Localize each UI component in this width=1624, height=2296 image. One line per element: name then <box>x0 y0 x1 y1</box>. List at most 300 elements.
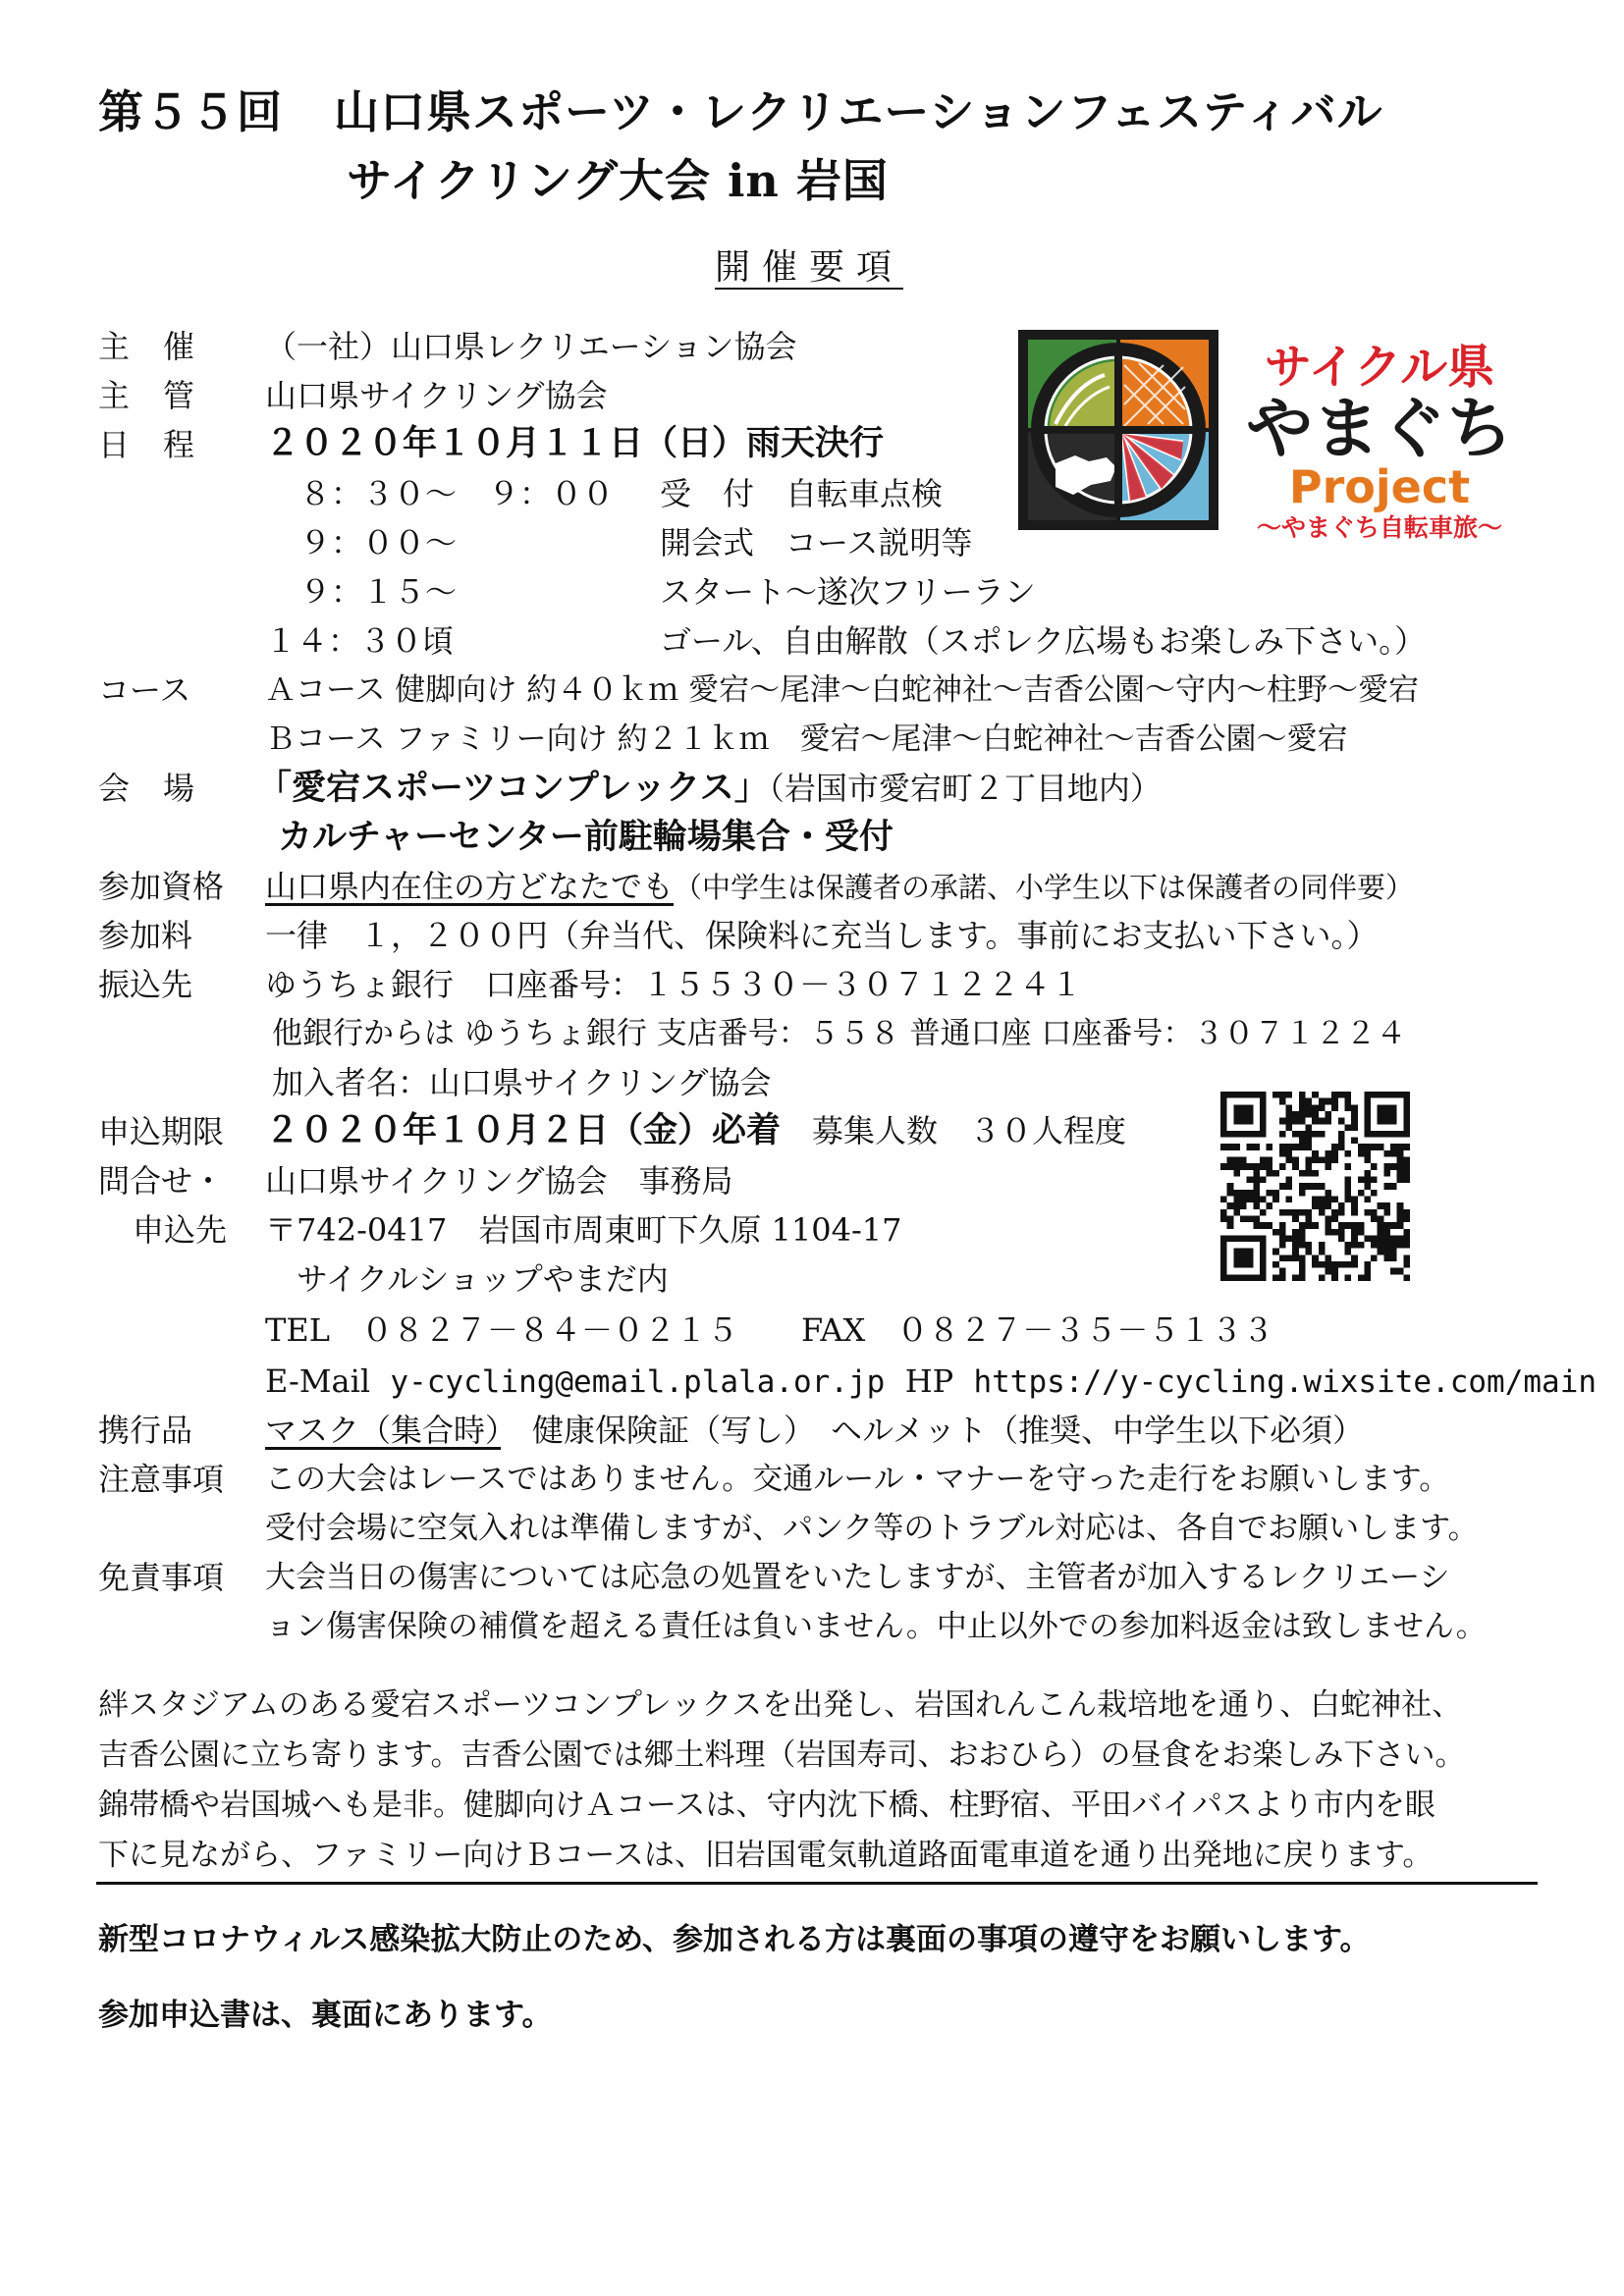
qr-module <box>1267 1163 1273 1170</box>
logo-text-2: やまぐち <box>1245 391 1514 468</box>
qr-module <box>1325 1202 1331 1209</box>
qr-module <box>1240 1249 1247 1255</box>
qr-module <box>1272 1274 1279 1281</box>
qr-module <box>1378 1215 1384 1222</box>
qr-module <box>1371 1177 1378 1184</box>
schedule-time-3: ９：１５～ <box>299 573 458 611</box>
qr-module <box>1325 1157 1331 1164</box>
logo-text-3: Project <box>1288 460 1471 513</box>
qr-module <box>1306 1104 1313 1111</box>
host-value: （一社）山口県レクリエーション協会 <box>265 328 797 365</box>
qr-module <box>1344 1104 1351 1111</box>
qr-module <box>1338 1222 1345 1229</box>
qr-module <box>1378 1229 1384 1236</box>
qr-module <box>1247 1261 1254 1268</box>
hp-link[interactable]: https://y-cycling.wixsite.com/main <box>973 1364 1597 1400</box>
qr-module <box>1279 1255 1286 1261</box>
fee-value: 一律 １，２００円（弁当代、保険料に充当します。事前にお支払い下さい。） <box>265 917 1379 954</box>
email-link[interactable]: y-cycling@email.plala.or.jp <box>390 1364 886 1400</box>
qr-module <box>1390 1092 1397 1098</box>
qr-module <box>1344 1196 1351 1202</box>
qr-module <box>1338 1261 1345 1268</box>
qr-module <box>1344 1222 1351 1229</box>
qr-module <box>1319 1104 1326 1111</box>
qr-module <box>1371 1144 1378 1150</box>
qr-module <box>1220 1255 1227 1261</box>
qr-module <box>1260 1255 1267 1261</box>
qr-module <box>1299 1242 1306 1249</box>
logo-text-1: サイクル県 <box>1264 340 1495 395</box>
qr-module <box>1378 1104 1384 1111</box>
qr-module <box>1331 1150 1338 1157</box>
qr-module <box>1403 1111 1410 1118</box>
qr-module <box>1240 1235 1247 1242</box>
qr-module <box>1390 1222 1397 1229</box>
qr-module <box>1247 1215 1254 1222</box>
qr-module <box>1253 1274 1260 1281</box>
qr-module <box>1358 1229 1365 1236</box>
qr-module <box>1272 1249 1279 1255</box>
qr-module <box>1247 1092 1254 1098</box>
qr-module <box>1240 1196 1247 1202</box>
contact-org: 山口県サイクリング協会 事務局 <box>265 1162 733 1200</box>
qr-module <box>1397 1202 1404 1209</box>
qr-module <box>1260 1249 1267 1255</box>
qr-module <box>1299 1222 1306 1229</box>
qr-module <box>1267 1222 1273 1229</box>
qr-module <box>1312 1170 1319 1177</box>
qr-module <box>1378 1202 1384 1209</box>
title-line-2: サイクリング大会 in 岩国 <box>347 154 889 207</box>
qr-module <box>1319 1242 1326 1249</box>
qr-module <box>1364 1150 1371 1157</box>
tel-number: ０８２７－８４－０２１５ <box>360 1311 738 1349</box>
qr-module <box>1397 1235 1404 1242</box>
qr-module <box>1403 1261 1410 1268</box>
qr-module <box>1240 1111 1247 1118</box>
qr-module <box>1227 1157 1234 1164</box>
qr-module <box>1351 1255 1358 1261</box>
qr-module <box>1312 1261 1319 1268</box>
qr-module <box>1267 1170 1273 1177</box>
qr-module <box>1371 1255 1378 1261</box>
qr-module <box>1240 1255 1247 1261</box>
qr-module <box>1319 1118 1326 1125</box>
qr-module <box>1253 1177 1260 1184</box>
qr-module <box>1233 1111 1240 1118</box>
qr-module <box>1286 1104 1293 1111</box>
qr-module <box>1227 1183 1234 1190</box>
qr-module <box>1344 1163 1351 1170</box>
qr-module <box>1260 1235 1267 1242</box>
qr-module <box>1279 1098 1286 1105</box>
qr-module <box>1260 1104 1267 1111</box>
qr-module <box>1358 1274 1365 1281</box>
qr-module <box>1312 1222 1319 1229</box>
qr-module <box>1220 1242 1227 1249</box>
qr-module <box>1319 1131 1326 1138</box>
subtitle: 開催要項 <box>715 247 904 288</box>
qr-module <box>1325 1196 1331 1202</box>
qr-code[interactable] <box>1220 1092 1410 1281</box>
qr-module <box>1279 1150 1286 1157</box>
qr-module <box>1378 1235 1384 1242</box>
qr-module <box>1403 1215 1410 1222</box>
qr-module <box>1325 1229 1331 1236</box>
qr-module <box>1233 1170 1240 1177</box>
label-course: コース <box>98 671 191 709</box>
qr-module <box>1233 1157 1240 1164</box>
venue-name: 「愛宕スポーツコンプレックス」 <box>257 768 769 808</box>
qr-module <box>1403 1235 1410 1242</box>
qr-module <box>1220 1274 1227 1281</box>
qr-module <box>1253 1222 1260 1229</box>
qr-module <box>1260 1261 1267 1268</box>
qr-module <box>1403 1255 1410 1261</box>
qr-module <box>1260 1177 1267 1184</box>
qr-module <box>1253 1215 1260 1222</box>
qr-module <box>1371 1209 1378 1216</box>
qr-module <box>1351 1242 1358 1249</box>
qr-module <box>1383 1118 1390 1125</box>
qr-module <box>1292 1163 1299 1170</box>
qr-module <box>1325 1261 1331 1268</box>
qr-module <box>1378 1242 1384 1249</box>
qr-module <box>1312 1092 1319 1098</box>
qr-module <box>1331 1268 1338 1275</box>
label-contact-2: 申込先 <box>133 1211 228 1249</box>
qr-module <box>1247 1104 1254 1111</box>
qr-module <box>1247 1177 1254 1184</box>
qr-module <box>1383 1202 1390 1209</box>
qr-module <box>1312 1196 1319 1202</box>
qr-module <box>1292 1229 1299 1236</box>
qr-module <box>1344 1092 1351 1098</box>
hp-label: HP <box>904 1362 954 1400</box>
qr-module <box>1233 1209 1240 1216</box>
qr-module <box>1279 1131 1286 1138</box>
qr-module <box>1351 1229 1358 1236</box>
qr-module <box>1299 1092 1306 1098</box>
qr-module <box>1371 1242 1378 1249</box>
qr-module <box>1338 1202 1345 1209</box>
course-b: Ｂコース ファミリー向け 約２１ｋｍ 愛宕～尾津～白蛇神社～吉香公園～愛宕 <box>265 721 1348 757</box>
notice-corona: 新型コロナウィルス感染拡大防止のため、参加される方は裏面の事項の遵守をお願いします。 <box>98 1922 1371 1957</box>
qr-module <box>1253 1190 1260 1197</box>
qr-module <box>1364 1183 1371 1190</box>
qr-module <box>1325 1222 1331 1229</box>
qr-module <box>1272 1229 1279 1236</box>
qr-module <box>1383 1131 1390 1138</box>
qr-module <box>1272 1196 1279 1202</box>
qr-module <box>1260 1098 1267 1105</box>
qr-module <box>1312 1104 1319 1111</box>
qr-module <box>1306 1163 1313 1170</box>
qr-module <box>1390 1242 1397 1249</box>
contact-postal: 〒742-0417 岩国市周東町下久原 1104-17 <box>265 1211 902 1249</box>
qr-module <box>1279 1183 1286 1190</box>
qr-module <box>1306 1111 1313 1118</box>
qr-module <box>1253 1144 1260 1150</box>
qr-module <box>1397 1150 1404 1157</box>
qr-module <box>1378 1092 1384 1098</box>
qr-module <box>1279 1163 1286 1170</box>
qr-module <box>1260 1111 1267 1118</box>
qr-module <box>1403 1092 1410 1098</box>
qr-module <box>1279 1274 1286 1281</box>
qr-module <box>1390 1235 1397 1242</box>
qr-module <box>1331 1215 1338 1222</box>
qr-module <box>1325 1150 1331 1157</box>
qr-module <box>1390 1131 1397 1138</box>
qr-module <box>1220 1268 1227 1275</box>
label-venue: 会場 <box>98 770 229 807</box>
qr-module <box>1371 1131 1378 1138</box>
qr-module <box>1331 1092 1338 1098</box>
qr-module <box>1292 1215 1299 1222</box>
qr-module <box>1240 1190 1247 1197</box>
qr-module <box>1220 1118 1227 1125</box>
qr-module <box>1364 1170 1371 1177</box>
qr-module <box>1397 1163 1404 1170</box>
caution-line-2: 受付会場に空気入れは準備しますが、パンク等のトラブル対応は、各自でお願いします。 <box>265 1511 1479 1546</box>
qr-module <box>1319 1249 1326 1255</box>
qr-module <box>1325 1255 1331 1261</box>
qr-module <box>1233 1118 1240 1125</box>
transfer-line-1: ゆうちょ銀行 口座番号：１５５３０－３０７１２２４１ <box>265 966 1083 1003</box>
qr-module <box>1312 1157 1319 1164</box>
qr-module <box>1286 1144 1293 1150</box>
qr-module <box>1351 1138 1358 1145</box>
contact-shop: サイクルショップやまだ内 <box>297 1260 669 1298</box>
qr-module <box>1397 1209 1404 1216</box>
qr-module <box>1240 1118 1247 1125</box>
qr-module <box>1403 1274 1410 1281</box>
qr-module <box>1364 1092 1371 1098</box>
qr-module <box>1325 1215 1331 1222</box>
qr-module <box>1299 1138 1306 1145</box>
qr-module <box>1331 1209 1338 1216</box>
qr-module <box>1306 1183 1313 1190</box>
qr-module <box>1233 1274 1240 1281</box>
qr-module <box>1299 1118 1306 1125</box>
qr-module <box>1383 1209 1390 1216</box>
qr-module <box>1306 1124 1313 1131</box>
qr-module <box>1390 1144 1397 1150</box>
qr-module <box>1371 1190 1378 1197</box>
qr-module <box>1390 1111 1397 1118</box>
qr-module <box>1364 1274 1371 1281</box>
qr-module <box>1383 1229 1390 1236</box>
qr-module <box>1253 1183 1260 1190</box>
qr-module <box>1286 1235 1293 1242</box>
qr-module <box>1286 1209 1293 1216</box>
qr-module <box>1220 1144 1227 1150</box>
qr-module <box>1331 1274 1338 1281</box>
schedule-time-1: ８：３０～ ９：００ <box>299 475 615 512</box>
qr-module <box>1390 1255 1397 1261</box>
qr-module <box>1260 1242 1267 1249</box>
qr-module <box>1378 1131 1384 1138</box>
qr-module <box>1240 1202 1247 1209</box>
qr-module <box>1338 1138 1345 1145</box>
qr-module <box>1299 1183 1306 1190</box>
qr-module <box>1306 1222 1313 1229</box>
qr-module <box>1390 1118 1397 1125</box>
qr-module <box>1312 1111 1319 1118</box>
qr-module <box>1397 1222 1404 1229</box>
eligibility-main: 山口県内在住の方どなたでも <box>265 868 675 905</box>
organizer-value: 山口県サイクリング協会 <box>265 377 608 414</box>
qr-module <box>1299 1144 1306 1150</box>
qr-module <box>1358 1242 1365 1249</box>
deadline-capacity: 募集人数 ３０人程度 <box>812 1112 1127 1149</box>
qr-module <box>1319 1098 1326 1105</box>
qr-module <box>1403 1242 1410 1249</box>
label-disclaimer: 免責事項 <box>98 1559 225 1596</box>
qr-module <box>1299 1229 1306 1236</box>
qr-module <box>1338 1229 1345 1236</box>
qr-module <box>1306 1131 1313 1138</box>
qr-module <box>1299 1111 1306 1118</box>
qr-module <box>1383 1249 1390 1255</box>
qr-module <box>1338 1209 1345 1216</box>
qr-module <box>1267 1144 1273 1150</box>
qr-module <box>1299 1274 1306 1281</box>
qr-module <box>1319 1183 1326 1190</box>
qr-module <box>1286 1183 1293 1190</box>
qr-module <box>1220 1215 1227 1222</box>
qr-module <box>1260 1157 1267 1164</box>
qr-module <box>1286 1196 1293 1202</box>
label-eligibility: 参加資格 <box>98 868 225 905</box>
qr-module <box>1260 1118 1267 1125</box>
qr-module <box>1299 1268 1306 1275</box>
qr-module <box>1403 1124 1410 1131</box>
qr-module <box>1344 1261 1351 1268</box>
edition-number: 第５５回 <box>98 85 283 138</box>
schedule-desc-3: スタート～遂次フリーラン <box>660 573 1036 611</box>
qr-module <box>1397 1157 1404 1164</box>
label-caution: 注意事項 <box>98 1461 225 1498</box>
qr-module <box>1364 1144 1371 1150</box>
qr-module <box>1253 1235 1260 1242</box>
qr-module <box>1253 1202 1260 1209</box>
qr-module <box>1331 1196 1338 1202</box>
qr-module <box>1383 1150 1390 1157</box>
qr-module <box>1319 1274 1326 1281</box>
qr-module <box>1306 1157 1313 1164</box>
qr-module <box>1299 1235 1306 1242</box>
qr-module <box>1299 1190 1306 1197</box>
schedule-desc-1: 受 付 自転車点検 <box>660 475 944 512</box>
qr-module <box>1233 1190 1240 1197</box>
item-mask: マスク（集合時） <box>265 1412 502 1449</box>
qr-module <box>1220 1104 1227 1111</box>
qr-module <box>1351 1209 1358 1216</box>
qr-module <box>1338 1144 1345 1150</box>
qr-module <box>1378 1144 1384 1150</box>
qr-module <box>1267 1202 1273 1209</box>
qr-module <box>1260 1124 1267 1131</box>
qr-module <box>1325 1118 1331 1125</box>
qr-module <box>1220 1111 1227 1118</box>
qr-module <box>1227 1190 1234 1197</box>
qr-module <box>1220 1249 1227 1255</box>
qr-module <box>1312 1202 1319 1209</box>
qr-module <box>1253 1092 1260 1098</box>
qr-module <box>1260 1163 1267 1170</box>
qr-module <box>1338 1092 1345 1098</box>
qr-module <box>1378 1111 1384 1118</box>
item-helmet: ヘルメット（推奨、中学生以下必須） <box>831 1412 1365 1449</box>
qr-module <box>1253 1170 1260 1177</box>
qr-module <box>1306 1249 1313 1255</box>
qr-module <box>1272 1092 1279 1098</box>
qr-module <box>1364 1131 1371 1138</box>
qr-module <box>1351 1261 1358 1268</box>
qr-module <box>1299 1170 1306 1177</box>
qr-module <box>1247 1111 1254 1118</box>
qr-module <box>1383 1170 1390 1177</box>
qr-module <box>1364 1098 1371 1105</box>
qr-module <box>1383 1235 1390 1242</box>
label-schedule: 日程 <box>98 426 229 463</box>
qr-module <box>1253 1196 1260 1202</box>
venue-address: （岩国市愛宕町２丁目地内） <box>768 770 1162 807</box>
schedule-time-4: １４：３０頃 <box>265 622 455 660</box>
qr-module <box>1233 1163 1240 1170</box>
qr-module <box>1403 1118 1410 1125</box>
qr-module <box>1344 1249 1351 1255</box>
qr-module <box>1267 1157 1273 1164</box>
qr-module <box>1312 1118 1319 1125</box>
qr-module <box>1364 1124 1371 1131</box>
qr-module <box>1286 1255 1293 1261</box>
qr-module <box>1292 1157 1299 1164</box>
qr-module <box>1338 1131 1345 1138</box>
qr-module <box>1260 1196 1267 1202</box>
qr-module <box>1240 1215 1247 1222</box>
schedule-date: ２０２０年１０月１１日（日）雨天決行 <box>265 423 885 463</box>
qr-module <box>1338 1235 1345 1242</box>
qr-module <box>1390 1268 1397 1275</box>
qr-module <box>1260 1222 1267 1229</box>
qr-module <box>1331 1104 1338 1111</box>
label-host: 主催 <box>98 328 229 365</box>
qr-module <box>1233 1202 1240 1209</box>
qr-module <box>1325 1190 1331 1197</box>
qr-module <box>1403 1229 1410 1236</box>
qr-module <box>1319 1196 1326 1202</box>
qr-module <box>1220 1163 1227 1170</box>
qr-module <box>1233 1235 1240 1242</box>
qr-module <box>1364 1111 1371 1118</box>
qr-module <box>1260 1268 1267 1275</box>
event-name: 山口県スポーツ・レクリエーションフェスティバル <box>334 85 1383 138</box>
qr-module <box>1344 1190 1351 1197</box>
qr-module <box>1272 1190 1279 1197</box>
qr-module <box>1390 1104 1397 1111</box>
qr-module <box>1227 1274 1234 1281</box>
email-label: E-Mail <box>265 1362 371 1400</box>
schedule-desc-2: 開会式 コース説明等 <box>660 524 973 561</box>
qr-module <box>1383 1104 1390 1111</box>
qr-module <box>1227 1202 1234 1209</box>
eligibility-note: （中学生は保護者の承諾、小学生以下は保護者の同伴要） <box>674 871 1415 904</box>
qr-module <box>1279 1118 1286 1125</box>
qr-module <box>1247 1190 1254 1197</box>
